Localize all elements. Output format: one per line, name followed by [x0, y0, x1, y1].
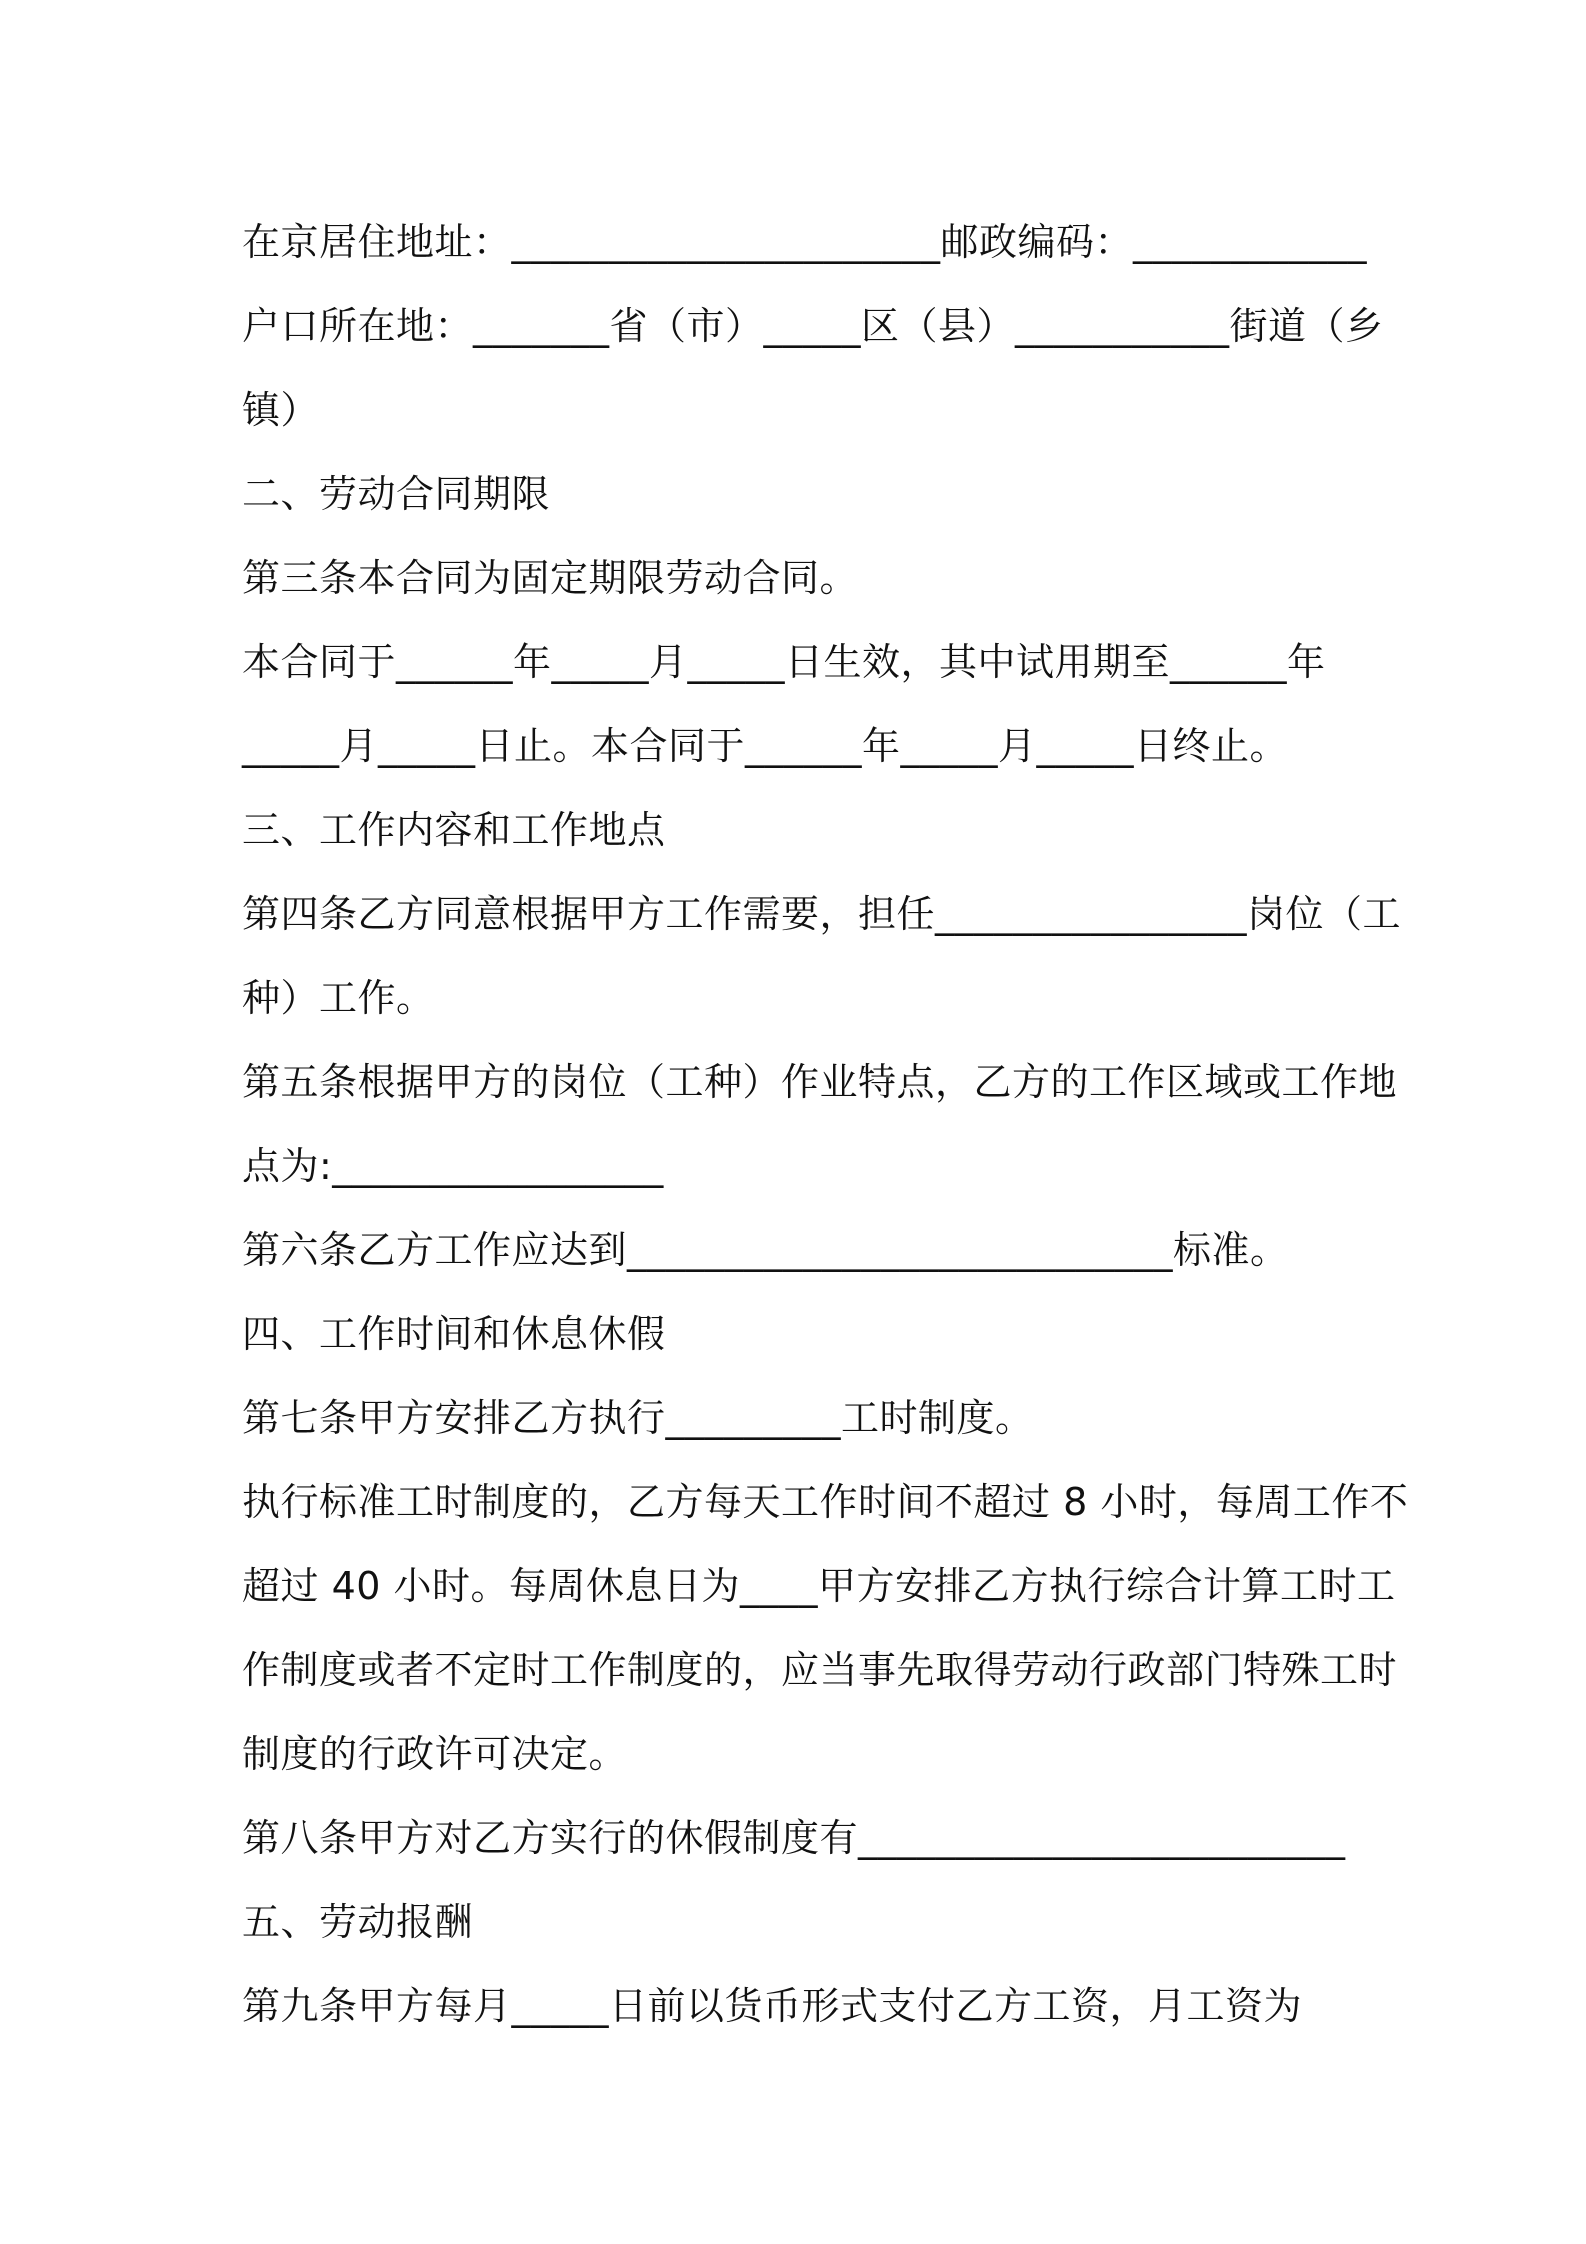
contract-dates-line-cont: _____月_____日止。本合同于______年_____月_____日终止。 [242, 724, 1289, 768]
article-3: 第三条本合同为固定期限劳动合同。 [242, 556, 859, 600]
article-4-cont: 种）工作。 [242, 976, 435, 1020]
household-registration-line: 户口所在地：_______省（市）_____区（县）___________街道（乡 [242, 304, 1384, 348]
household-registration-line-cont: 镇） [242, 388, 320, 432]
document-body [242, 200, 1409, 2048]
section-heading-working-hours: 四、工作时间和休息休假 [242, 1312, 666, 1356]
article-6: 第六条乙方工作应达到____________________________标准。 [242, 1228, 1289, 1272]
standard-hours-paragraph-cont-3: 制度的行政许可决定。 [242, 1732, 628, 1776]
article-8: 第八条甲方对乙方实行的休假制度有_________________________ [242, 1816, 1346, 1860]
section-heading-remuneration: 五、劳动报酬 [242, 1900, 474, 1944]
article-7: 第七条甲方安排乙方执行_________工时制度。 [242, 1396, 1034, 1440]
residence-address-line: 在京居住地址：______________________邮政编码：____________ [242, 220, 1368, 264]
section-heading-work-content: 三、工作内容和工作地点 [242, 808, 666, 852]
article-4: 第四条乙方同意根据甲方工作需要，担任________________岗位（工 [242, 892, 1402, 936]
contract-dates-line: 本合同于______年_____月_____日生效，其中试用期至______年 [242, 640, 1326, 684]
standard-hours-paragraph: 执行标准工时制度的，乙方每天工作时间不超过 8 小时，每周工作不 [242, 1480, 1409, 1524]
article-5-cont: 点为:_________________ [242, 1144, 664, 1188]
article-5: 第五条根据甲方的岗位（工种）作业特点，乙方的工作区域或工作地 [242, 1060, 1398, 1104]
section-heading-contract-term: 二、劳动合同期限 [242, 472, 551, 516]
standard-hours-paragraph-cont-1: 超过 40 小时。每周休息日为____甲方安排乙方执行综合计算工时工 [242, 1564, 1396, 1608]
standard-hours-paragraph-cont-2: 作制度或者不定时工作制度的，应当事先取得劳动行政部门特殊工时 [242, 1648, 1398, 1692]
article-9: 第九条甲方每月_____日前以货币形式支付乙方工资，月工资为 [242, 1984, 1303, 2028]
